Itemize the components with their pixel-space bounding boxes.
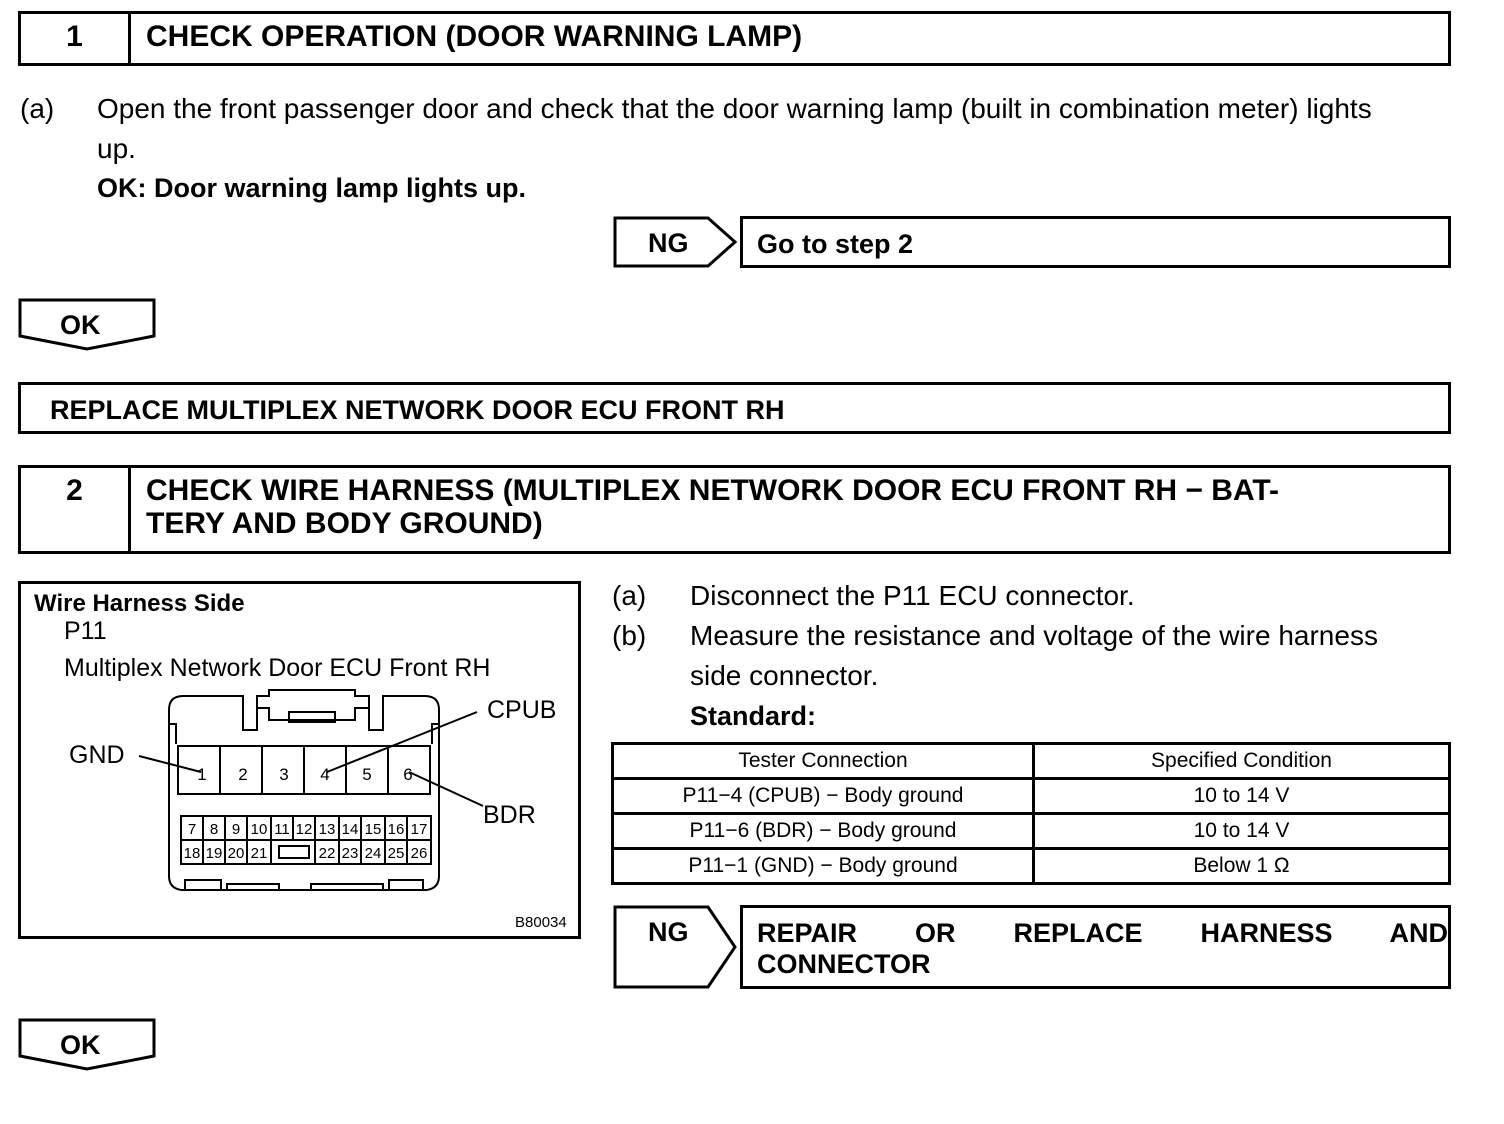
item-text: Measure the resistance and voltage of the wire harness: [690, 620, 1378, 651]
column-header: Specified Condition: [1034, 744, 1450, 779]
ng-action-box: [740, 905, 1451, 989]
pin-25: 25: [387, 845, 405, 862]
pin-12: 12: [295, 821, 313, 838]
column-header: Tester Connection: [613, 744, 1034, 779]
pin-15: 15: [364, 821, 382, 838]
connector-diagram: [18, 581, 581, 939]
pin-26: 26: [410, 845, 428, 862]
item-text-cont: side connector.: [690, 660, 879, 691]
ok-condition: OK: Door warning lamp lights up.: [97, 173, 526, 203]
pin-9: 9: [231, 821, 241, 838]
table-row: [613, 814, 1450, 849]
pin-10: 10: [250, 821, 268, 838]
item-text: Open the front passenger door and check that the door warning lamp (built in combination meter) lights: [97, 93, 1372, 124]
ok-label: OK: [60, 1030, 101, 1060]
step-title-line1: CHECK WIRE HARNESS (MULTIPLEX NETWORK DOOR ECU FRONT RH − BAT-: [146, 474, 1280, 507]
spec-table: [611, 742, 1451, 885]
table-row: [613, 849, 1450, 884]
step-number: 2: [21, 468, 131, 551]
pin-20: 20: [227, 845, 245, 862]
table-row: [613, 779, 1450, 814]
step-1-header: [18, 11, 1451, 66]
pin-16: 16: [387, 821, 405, 838]
pin-18: 18: [183, 845, 201, 862]
ng-action-line1: REPAIR OR REPLACE HARNESS AND: [757, 918, 1448, 948]
pin-22: 22: [318, 845, 336, 862]
pin-23: 23: [341, 845, 359, 862]
connector-drawing: [21, 584, 578, 936]
pin-7: 7: [187, 821, 197, 838]
connector-name: Multiplex Network Door ECU Front RH: [64, 654, 491, 682]
ng-action-line2: CONNECTOR: [757, 949, 931, 979]
item-label: (a): [20, 93, 55, 124]
pin-1: 1: [197, 765, 207, 784]
pin-24: 24: [364, 845, 382, 862]
ng-label: NG: [648, 228, 689, 258]
ng-action-box: [740, 216, 1451, 268]
pin-8: 8: [209, 821, 219, 838]
pin-17: 17: [410, 821, 428, 838]
step-title-line2: TERY AND BODY GROUND): [146, 507, 543, 540]
pin-4: 4: [320, 765, 330, 784]
pin-11: 11: [274, 821, 290, 838]
connector-id: P11: [64, 617, 107, 645]
diagram-heading: Wire Harness Side: [34, 590, 245, 617]
pin-13: 13: [318, 821, 336, 838]
replace-ecu-box: [18, 382, 1451, 434]
label-gnd: GND: [69, 741, 125, 769]
figure-code: B80034: [515, 914, 567, 931]
table-cell: 10 to 14 V: [1034, 779, 1450, 814]
item-label: (b): [612, 620, 647, 651]
item-text-cont: up.: [97, 133, 136, 164]
ok-label: OK: [60, 310, 101, 340]
step-2-header: [18, 465, 1451, 554]
item-label: (a): [612, 580, 647, 611]
table-cell: P11−4 (CPUB) − Body ground: [613, 779, 1034, 814]
table-cell: Below 1 Ω: [1034, 849, 1450, 884]
step-title: CHECK OPERATION (DOOR WARNING LAMP): [146, 20, 803, 53]
pin-21: 21: [250, 845, 268, 862]
pin-19: 19: [205, 845, 223, 862]
pin-6: 6: [403, 765, 413, 784]
item-text: Disconnect the P11 ECU connector.: [690, 580, 1135, 611]
step-number: 1: [21, 14, 131, 63]
table-header-row: [613, 744, 1450, 779]
pin-14: 14: [341, 821, 359, 838]
table-cell: P11−6 (BDR) − Body ground: [613, 814, 1034, 849]
result-text: REPLACE MULTIPLEX NETWORK DOOR ECU FRONT RH: [50, 395, 785, 425]
table-cell: 10 to 14 V: [1034, 814, 1450, 849]
pin-2: 2: [238, 765, 248, 784]
label-bdr: BDR: [483, 801, 536, 829]
pin-3: 3: [279, 765, 289, 784]
standard-label: Standard:: [690, 701, 817, 731]
pin-5: 5: [362, 765, 372, 784]
table-cell: P11−1 (GND) − Body ground: [613, 849, 1034, 884]
ng-action: Go to step 2: [757, 229, 914, 259]
label-cpub: CPUB: [487, 696, 557, 724]
ng-label: NG: [648, 917, 689, 947]
